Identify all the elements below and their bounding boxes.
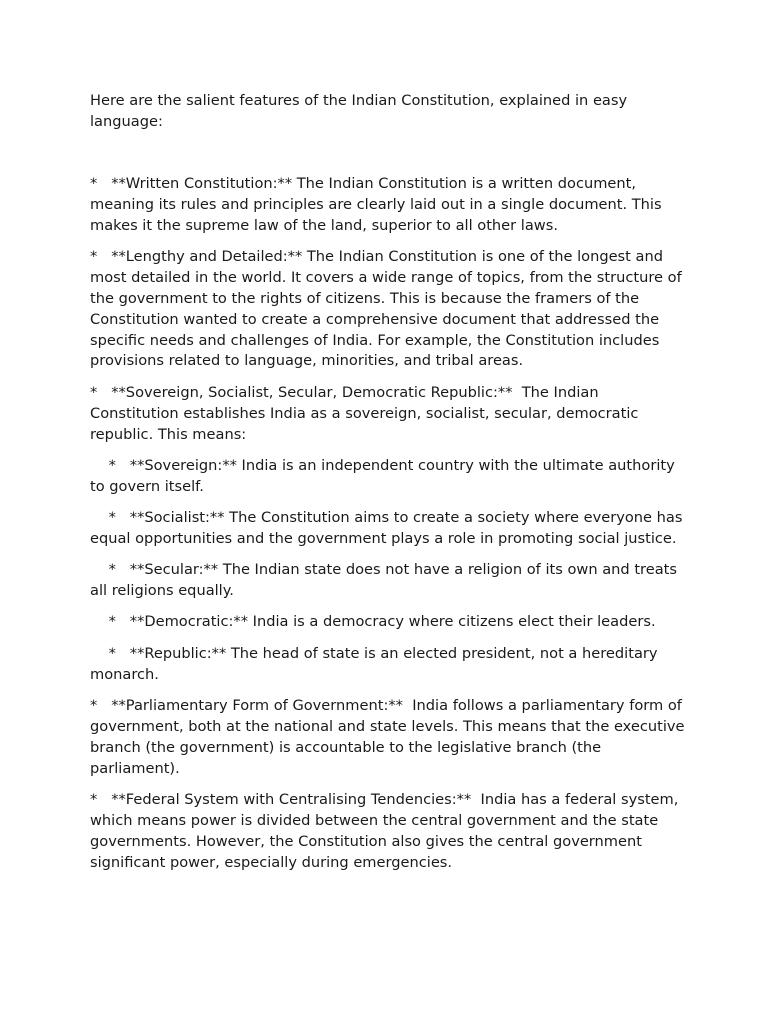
paragraph-secular: * **Secular:** The Indian state does not have a religion of its own and treats all religions equally.	[90, 561, 682, 600]
paragraph-socialist: * **Socialist:** The Constitution aims to create a society where everyone has equal opportunities and the government plays a role in promoting social justice.	[90, 509, 688, 547]
paragraph-sovereign-republic: * **Sovereign, Socialist, Secular, Democratic Republic:** The Indian Constitution establishes India as a sovereign, socialist, secular, democratic republic. This means:	[90, 383, 644, 443]
paragraph-federal-system: * **Federal System with Centralising Tendencies:** India has a federal system, which means power is divided between the central government and the state governments. However, the Constitution also gives the central government significant power, especially during emergencies.	[90, 790, 684, 871]
paragraph-lengthy-detailed: * **Lengthy and Detailed:** The Indian Constitution is one of the longest and most detailed in the world. It covers a wide range of topics, from the structure of the government to the rights of citizens. This is because the framers of the Constitution wanted to create a comprehensive document that addressed the specific needs and challenges of India. For example, the Constitution includes provisions related to language, minorities, and tribal areas.	[90, 247, 687, 370]
paragraph-written-constitution: * **Written Constitution:** The Indian Constitution is a written document, meaning its rules and principles are clearly laid out in a single document. This makes it the supreme law of the land, superior to all other laws.	[90, 174, 667, 234]
paragraph-democratic: * **Democratic:** India is a democracy where citizens elect their leaders.	[90, 613, 656, 631]
paragraph-republic: * **Republic:** The head of state is an elected president, not a hereditary monarch.	[90, 644, 663, 683]
paragraph-parliamentary: * **Parliamentary Form of Government:** India follows a parliamentary form of government, both at the national and state levels. This means that the executive branch (the government) is accountable to the legislative branch (the parliament).	[90, 696, 690, 777]
intro-text: Here are the salient features of the Indian Constitution, explained in easy language:	[90, 92, 632, 130]
paragraph-sovereign: * **Sovereign:** India is an independent country with the ultimate authority to govern itself.	[90, 456, 680, 495]
document-page	[90, 90, 690, 874]
